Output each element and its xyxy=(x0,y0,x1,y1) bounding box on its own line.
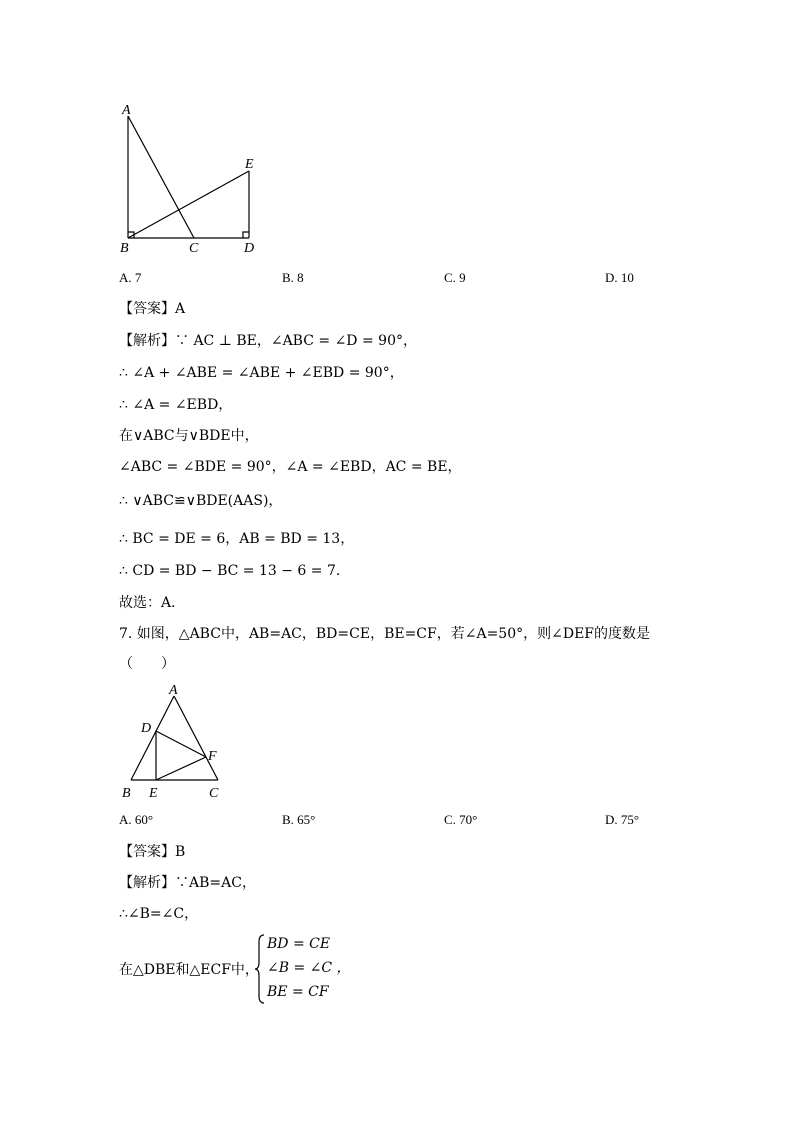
q6-analysis-8: ∴ CD = BD − BC = 13 − 6 = 7． xyxy=(119,563,350,579)
q7-answer: 【答案】B xyxy=(119,844,186,860)
q7-system-row-1: BD = CE xyxy=(267,936,331,952)
q6-analysis-1: 【解析】∵ AC ⊥ BE，∠ABC = ∠D = 90°， xyxy=(119,333,417,349)
label-F2: F xyxy=(208,749,217,764)
q6-option-d: D. 10 xyxy=(605,270,634,285)
label-B2: B xyxy=(122,786,131,801)
q7-option-c: C. 70° xyxy=(444,812,478,827)
q7-option-a: A. 60° xyxy=(119,812,154,827)
q6-analysis-6: ∴ ∨ABC≌∨BDE(AAS)， xyxy=(119,493,283,509)
label-D2: D xyxy=(141,721,152,736)
left-brace-icon xyxy=(255,934,265,1004)
q7-option-b: B. 65° xyxy=(282,812,316,827)
q7-system-row-3: BE = CF xyxy=(267,984,329,1000)
q6-analysis-5: ∠ABC = ∠BDE = 90°，∠A = ∠EBD，AC = BE， xyxy=(119,459,462,475)
q6-analysis-3: ∴ ∠A = ∠EBD， xyxy=(119,397,233,413)
label-C: C xyxy=(189,241,199,256)
q6-option-c: C. 9 xyxy=(444,270,466,285)
q6-answer: 【答案】A xyxy=(119,301,186,317)
label-E2: E xyxy=(149,786,158,801)
q7-analysis-2: ∴∠B=∠C， xyxy=(119,906,199,922)
label-A: A xyxy=(122,103,131,118)
q7-paren: （ ） xyxy=(119,656,175,672)
label-D: D xyxy=(244,241,255,256)
q6-conclusion: 故选：A． xyxy=(119,595,186,611)
figure-right-triangles xyxy=(110,98,270,258)
q6-analysis-7: ∴ BC = DE = 6，AB = BD = 13， xyxy=(119,531,355,547)
label-E: E xyxy=(245,157,254,172)
q7-analysis-1: 【解析】∵AB=AC， xyxy=(119,875,256,891)
q7-system-row-2: ∠B = ∠C ， xyxy=(267,960,351,976)
q6-analysis-2: ∴ ∠A + ∠ABE = ∠ABE + ∠EBD = 90°， xyxy=(119,365,404,381)
figure-isosceles-triangle xyxy=(115,680,235,805)
label-B: B xyxy=(120,241,129,256)
q7-equation-system xyxy=(255,932,351,1004)
q7-stem: 7. 如图，△ABC中，AB=AC，BD=CE，BE=CF，若∠A=50°，则∠DEF的度数是 xyxy=(119,626,651,642)
label-A2: A xyxy=(169,683,178,698)
q7-system-lead: 在△DBE和△ECF中， xyxy=(119,962,259,978)
q6-analysis-4: 在∨ABC与∨BDE中， xyxy=(119,428,259,444)
q6-option-b: B. 8 xyxy=(282,270,304,285)
label-C2: C xyxy=(209,786,219,801)
q6-option-a: A. 7 xyxy=(119,270,142,285)
q7-option-d: D. 75° xyxy=(605,812,640,827)
